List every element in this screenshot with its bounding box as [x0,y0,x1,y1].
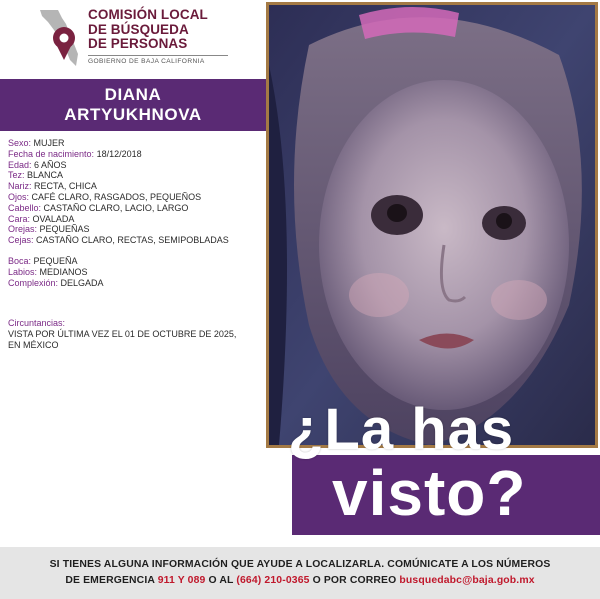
detail-value: 18/12/2018 [96,148,142,159]
detail-value: DELGADA [60,277,104,288]
detail-value: CASTAÑO CLARO, RECTAS, SEMIPOBLADAS [36,235,229,246]
detail-value: PEQUEÑAS [39,224,90,235]
last-name: ARTYUKHNOVA [64,105,202,124]
footer-line-1: SI TIENES ALGUNA INFORMACIÓN QUE AYUDE A LOCALIZARLA. COMÚNICATE A LOS NÚMEROS [49,559,551,570]
footer-prefix: DE EMERGENCIA [65,575,158,586]
detail-label: Complexión: [8,277,59,288]
detail-row-sex [8,138,263,149]
question-line-2: visto? [332,457,527,529]
detail-row-complexion-tone [8,170,263,181]
detail-label: Edad: [8,159,32,170]
footer-mid-2: O POR CORREO [309,575,400,586]
phone-number: (664) 210-0365 [236,575,310,586]
detail-row-age [8,160,263,171]
detail-row-mouth [8,256,263,267]
detail-label: Labios: [8,266,38,277]
detail-row-build [8,278,263,289]
detail-value: CASTAÑO CLARO, LACIO, LARGO [43,202,189,213]
detail-value: BLANCA [27,170,64,181]
commission-logo [36,8,226,70]
detail-row-eyebrows [8,235,263,246]
detail-row-eyes [8,192,263,203]
detail-value: CAFÉ CLARO, RASGADOS, PEQUEÑOS [31,191,202,202]
detail-value: MEDIANOS [39,266,88,277]
detail-row-face [8,214,263,225]
circumstances-label: Circuntancias: [8,318,66,329]
email-address: busquedabc@baja.gob.mx [399,575,535,586]
detail-row-lips [8,267,263,278]
detail-value: 6 AÑOS [34,159,67,170]
question-line-1: ¿La has [288,397,515,462]
detail-label: Fecha de nacimiento: [8,148,95,159]
detail-row-nose [8,181,263,192]
detail-value: PEQUEÑA [33,255,78,266]
detail-label: Boca: [8,255,32,266]
detail-value: MUJER [33,138,65,148]
detail-label: Orejas: [8,224,38,235]
detail-label: Sexo: [8,138,32,148]
detail-label: Cara: [8,213,31,224]
missing-person-photo [266,2,598,448]
emergency-numbers: 911 Y 089 [157,575,206,586]
detail-label: Cabello: [8,202,42,213]
detail-row-birthdate [8,149,263,160]
physical-description [8,138,263,351]
circumstances-line-2: EN MÉXICO [8,339,59,350]
footer-line-2 [65,573,534,589]
detail-row-hair [8,203,263,214]
detail-row-ears [8,224,263,235]
detail-value: RECTA, CHICA [34,181,97,192]
logo-subtitle: GOBIERNO DE BAJA CALIFORNIA [88,55,228,65]
circumstances-line-1: VISTA POR ÚLTIMA VEZ EL 01 DE OCTUBRE DE 2025, [8,329,237,340]
footer-mid: O AL [205,575,237,586]
portrait-image [269,5,595,445]
logo-line-1: COMISIÓN LOCAL [88,7,208,22]
detail-label: Cejas: [8,235,34,246]
logo-line-2: DE BÚSQUEDA [88,21,189,37]
detail-label: Tez: [8,170,25,181]
logo-line-3: DE PERSONAS [88,36,188,51]
logo-wordmark [88,8,228,65]
detail-label: Nariz: [8,181,32,192]
name-banner [0,79,266,131]
contact-footer [0,547,600,599]
first-name: DIANA [104,85,162,104]
map-pin-icon [36,8,84,68]
detail-value: OVALADA [32,213,75,224]
detail-label: Ojos: [8,191,30,202]
